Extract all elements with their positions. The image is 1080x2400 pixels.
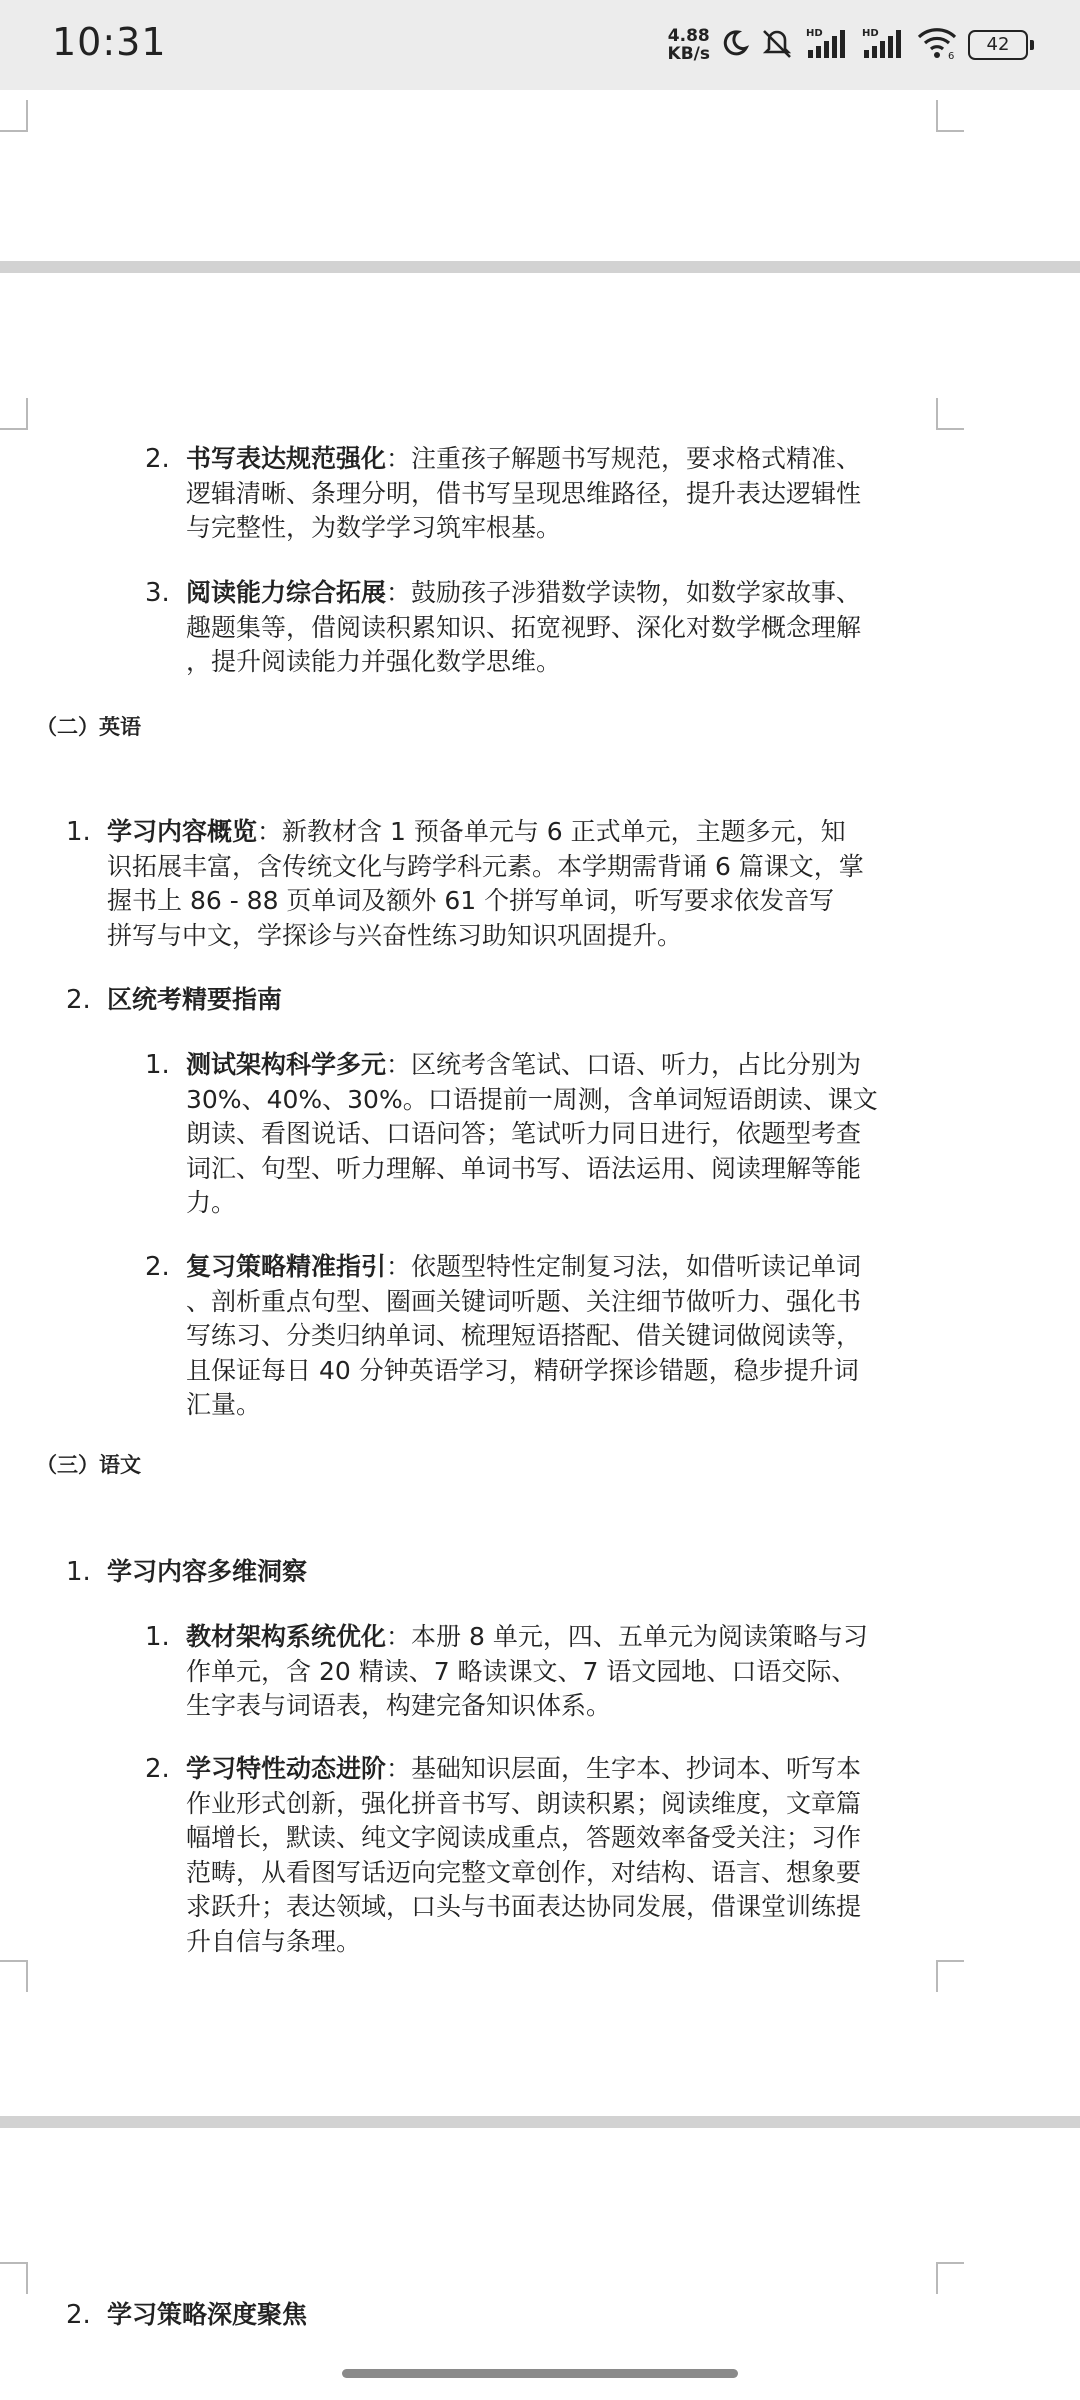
item-title: 学习内容概览 bbox=[107, 817, 258, 846]
subheading: 学习策略深度聚焦 bbox=[107, 2300, 308, 2329]
list-number: 3. bbox=[145, 578, 170, 608]
list-item: 学习内容概览：新教材含 1 预备单元与 6 正式单元，主题多元，知 识拓展丰富，含传统文化与跨学科元素。本学期需背诵 6 篇课文，掌 握书上 86 - 88 页单词及额外 61 个拼写单词，听写要求依发音写 拼写与中文，学探诊与兴奋性练习助知识巩固提升。 bbox=[107, 817, 864, 950]
wifi-icon bbox=[916, 26, 958, 64]
crop-mark bbox=[936, 1960, 964, 1992]
list-item: 书写表达规范强化：注重孩子解题书写规范，要求格式精准、 逻辑清晰、条理分明，借书写呈现思维路径，提升表达逻辑性 与完整性，为数学学习筑牢根基。 bbox=[186, 444, 862, 542]
home-indicator[interactable] bbox=[342, 2369, 738, 2378]
subheading: 学习内容多维洞察 bbox=[107, 1557, 308, 1586]
list-number: 1. bbox=[145, 1050, 170, 1080]
list-item: 复习策略精准指引：依题型特性定制复习法，如借听读记单词 、剖析重点句型、圈画关键词听题、关注细节做听力、强化书 写练习、分类归纳单词、梳理短语搭配、借关键词做阅读等， 且保证每日 40 分钟英语学习，精研学探诊错题，稳步提升词 汇量。 bbox=[186, 1252, 862, 1419]
item-title: 教材架构系统优化 bbox=[186, 1622, 387, 1651]
list-number: 2. bbox=[66, 2300, 91, 2330]
list-number: 2. bbox=[145, 1252, 170, 1282]
section-heading-chinese: （三）语文 bbox=[36, 1453, 141, 1477]
item-title: 测试架构科学多元 bbox=[186, 1050, 387, 1079]
network-speed-unit: KB/s bbox=[667, 44, 710, 64]
list-number: 1. bbox=[66, 1557, 91, 1587]
network-speed-value: 4.88 bbox=[667, 26, 710, 46]
list-item: 学习特性动态进阶：基础知识层面，生字本、抄词本、听写本 作业形式创新，强化拼音书写、朗读积累；阅读维度，文章篇 幅增长，默读、纯文字阅读成重点，答题效率备受关注；习作 范畴，从看图写话迈向完整文章创作，对结构、语言、想象要 求跃升；表达领域，口头与书面表达协同发展，借课堂训练提 升自信与条理。 bbox=[186, 1754, 862, 1956]
signal-label-2: HD bbox=[862, 28, 879, 39]
item-title: 书写表达规范强化 bbox=[186, 444, 387, 473]
page-separator bbox=[0, 2116, 1080, 2128]
signal-label: HD bbox=[806, 28, 823, 39]
status-time: 10:31 bbox=[52, 20, 167, 64]
network-speed bbox=[668, 27, 710, 63]
signal-icon bbox=[804, 26, 850, 64]
page-separator bbox=[0, 261, 1080, 273]
item-title: 学习特性动态进阶 bbox=[186, 1754, 387, 1783]
list-number: 1. bbox=[145, 1622, 170, 1652]
subheading: 区统考精要指南 bbox=[107, 985, 283, 1014]
signal-icon-2 bbox=[860, 26, 906, 64]
list-item: 阅读能力综合拓展：鼓励孩子涉猎数学读物，如数学家故事、 趣题集等，借阅读积累知识、拓宽视野、深化对数学概念理解 ，提升阅读能力并强化数学思维。 bbox=[186, 578, 862, 676]
crop-mark bbox=[0, 2262, 28, 2294]
battery-icon bbox=[968, 30, 1034, 60]
list-item: 教材架构系统优化：本册 8 单元，四、五单元为阅读策略与习 作单元，含 20 精读、7 略读课文、7 语文园地、口语交际、 生字表与词语表，构建完备知识体系。 bbox=[186, 1622, 868, 1720]
mute-icon bbox=[760, 27, 794, 63]
crop-mark bbox=[936, 2262, 964, 2294]
list-number: 2. bbox=[145, 444, 170, 474]
moon-icon bbox=[720, 28, 750, 62]
section-heading-english: （二）英语 bbox=[36, 715, 141, 739]
crop-mark bbox=[0, 398, 28, 430]
item-title: 阅读能力综合拓展 bbox=[186, 578, 387, 607]
crop-mark bbox=[936, 100, 964, 132]
list-number: 2. bbox=[145, 1754, 170, 1784]
list-number: 1. bbox=[66, 817, 91, 847]
item-title: 复习策略精准指引 bbox=[186, 1252, 387, 1281]
wifi-label: 6 bbox=[948, 51, 955, 60]
status-icons bbox=[668, 22, 1034, 68]
battery-level: 42 bbox=[968, 30, 1028, 60]
list-item: 测试架构科学多元：区统考含笔试、口语、听力，占比分别为 30%、40%、30%。口语提前一周测，含单词短语朗读、课文 朗读、看图说话、口语问答；笔试听力同日进行，依题型考查 词汇、句型、听力理解、单词书写、语法运用、阅读理解等能 力。 bbox=[186, 1050, 878, 1217]
crop-mark bbox=[0, 100, 28, 132]
crop-mark bbox=[0, 1960, 28, 1992]
list-number: 2. bbox=[66, 985, 91, 1015]
crop-mark bbox=[936, 398, 964, 430]
status-bar bbox=[0, 0, 1080, 90]
